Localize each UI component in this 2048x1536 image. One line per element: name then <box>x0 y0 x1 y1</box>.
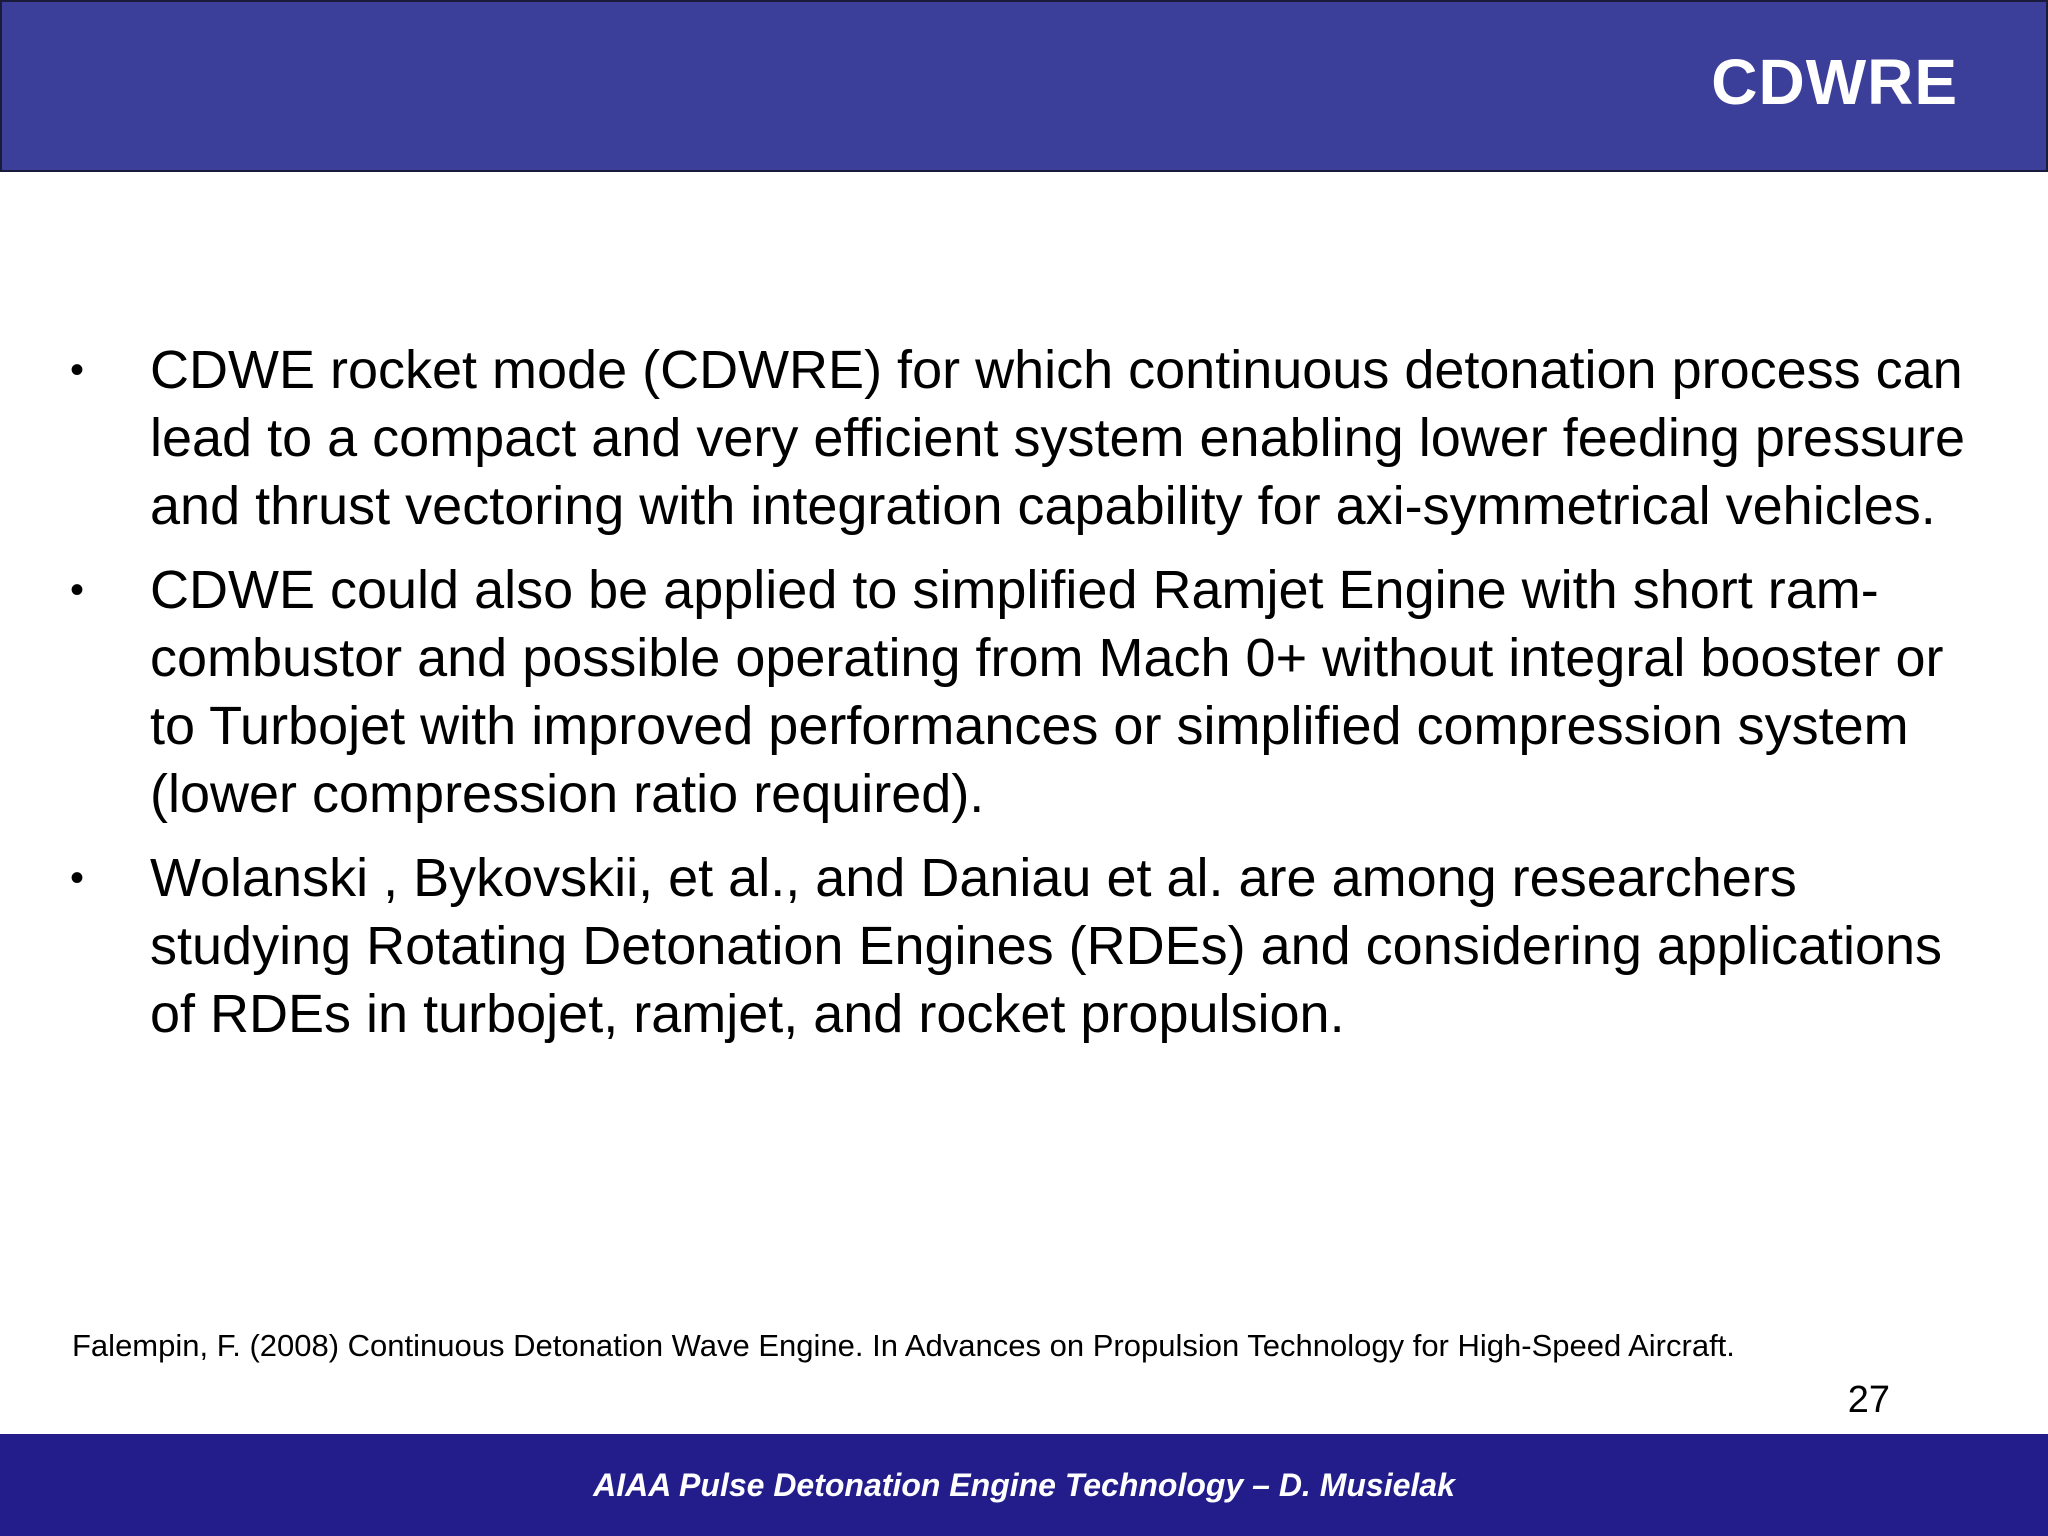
bullet-item <box>70 336 1970 540</box>
bullet-item <box>70 556 1970 828</box>
bullet-list <box>70 336 1970 1064</box>
bullet-item <box>70 844 1970 1048</box>
bullet-text: CDWE could also be applied to simplified Ramjet Engine with short ram-combustor and possible operating from Mach 0+ without integral booster or to Turbojet with improved performances or simplified compression system (lower compression ratio required). <box>150 560 1944 824</box>
bullet-text: Wolanski , Bykovskii, et al., and Daniau et al. are among researchers studying Rotating Detonation Engines (RDEs) and considering applications of RDEs in turbojet, ramjet, and rocket propulsion. <box>150 848 1943 1044</box>
header-bar <box>0 0 2048 172</box>
citation: Falempin, F. (2008) Continuous Detonation Wave Engine. In Advances on Propulsion Technology for High-Speed Aircraft. <box>72 1328 1735 1363</box>
bullet-marker: • <box>70 568 85 612</box>
bullet-marker: • <box>70 348 85 392</box>
bullet-text: CDWE rocket mode (CDWRE) for which continuous detonation process can lead to a compact and very efficient system enabling lower feeding pressure and thrust vectoring with integration capability for axi-symmetrical vehicles. <box>150 340 1966 536</box>
slide-title: CDWRE <box>1711 46 1958 118</box>
page-number: 27 <box>1847 1379 1890 1421</box>
footer-text: AIAA Pulse Detonation Engine Technology – D. Musielak <box>593 1466 1455 1503</box>
bullet-marker: • <box>70 856 85 900</box>
footer-bar <box>0 1434 2048 1536</box>
